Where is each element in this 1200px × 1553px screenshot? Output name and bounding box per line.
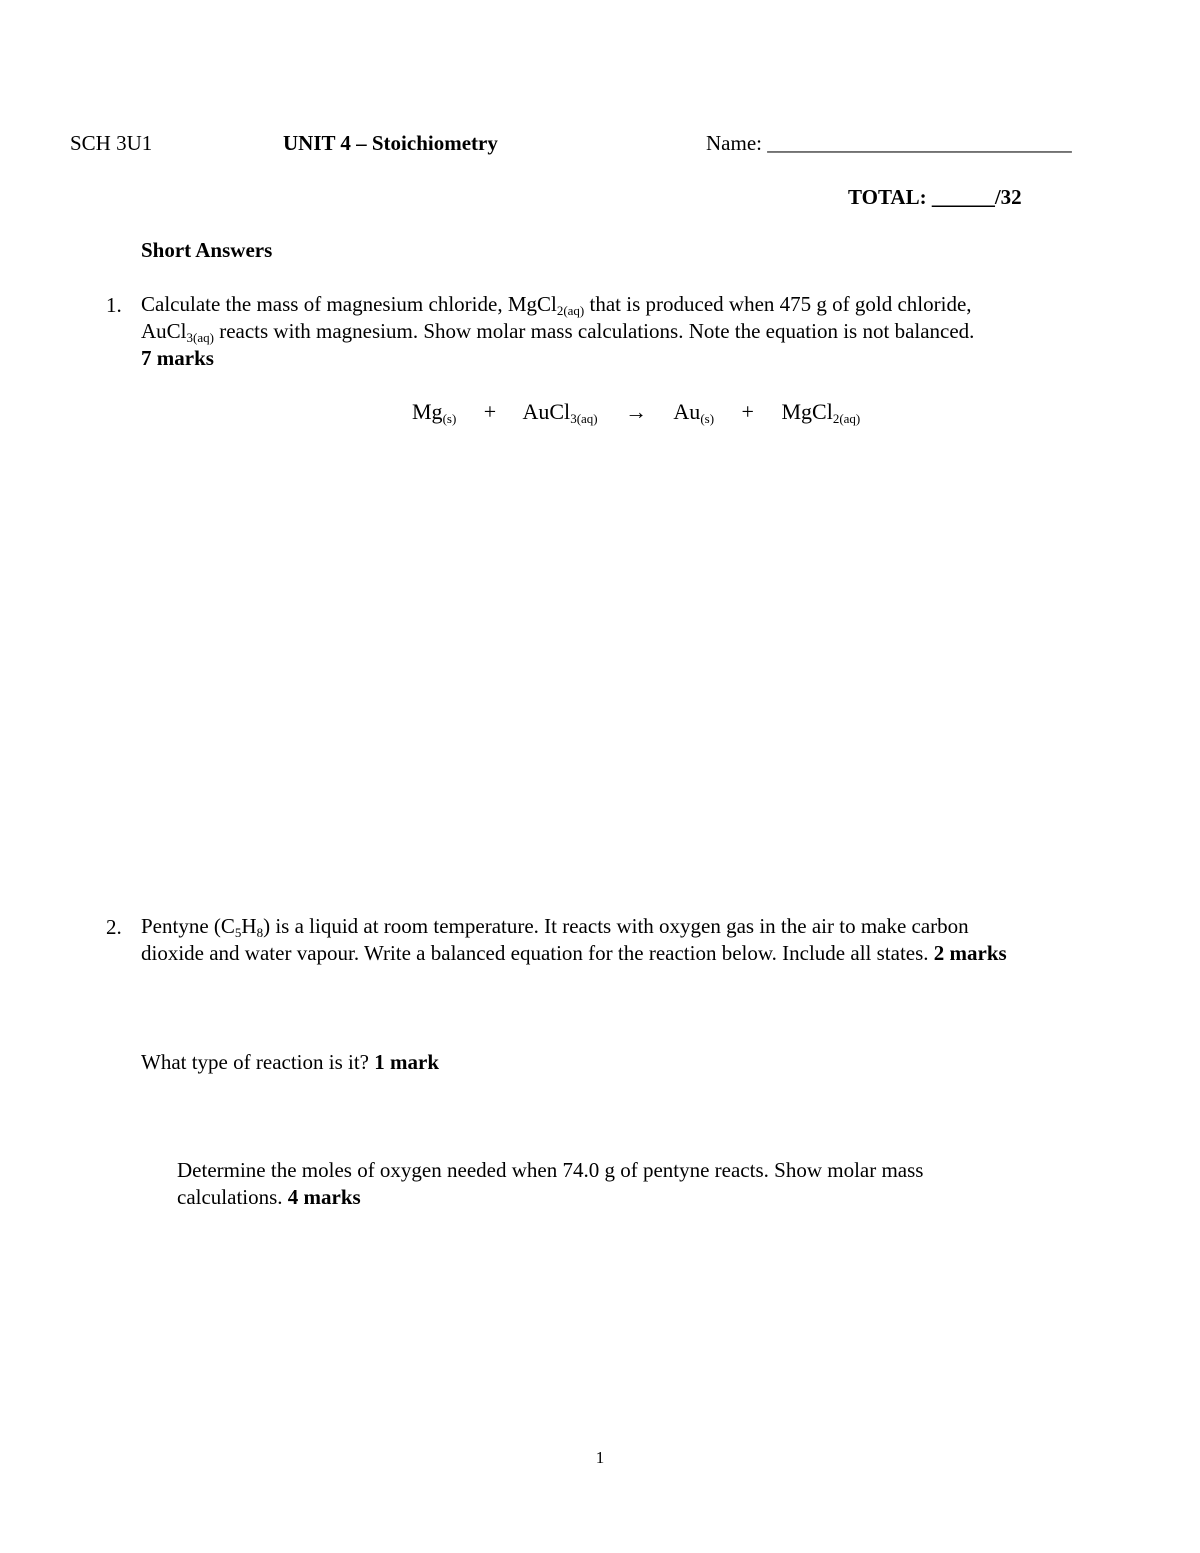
q2-text [141,913,1151,967]
q2-text-part: dioxide and water vapour. Write a balanced equation for the reaction below. Include all states. [141,941,934,965]
q1-text-part: Calculate the mass of magnesium chloride, MgCl [141,292,557,316]
q1-text-part: AuCl [141,319,187,343]
name-label: Name: [706,131,762,155]
q2-text-part: ) is a liquid at room temperature. It reacts with oxygen gas in the air to make carbon [263,914,969,938]
q1-text [141,291,1141,372]
q2-part-b-marks: 1 mark [374,1050,439,1074]
q2-marks: 2 marks [933,941,1007,965]
total-label: TOTAL: [848,185,927,209]
q2-part-c [177,1157,1077,1211]
q1-subscript: 3(aq) [186,330,214,345]
chemical-equation [412,399,860,425]
unit-title: UNIT 4 – Stoichiometry [283,131,498,155]
page-number: 1 [595,1448,605,1467]
q2-text-part: Pentyne (C [141,914,235,938]
name-blank[interactable]: _____________________________ [767,131,1072,155]
reactant-aucl3-state: 3(aq) [570,411,598,426]
q2-part-c-text: calculations. [177,1185,288,1209]
reactant-mg: Mg [412,399,443,424]
q2-part-b-text: What type of reaction is it? [141,1050,375,1074]
plus-sign: + [483,399,497,424]
q2-part-c-text: Determine the moles of oxygen needed when 74.0 g of pentyne reacts. Show molar mass [177,1158,924,1182]
total-score [848,184,1022,210]
reactant-aucl3: AuCl [522,399,571,424]
q2-part-b [141,1049,439,1075]
q1-marks: 7 marks [141,346,214,370]
q1-text-part: reacts with magnesium. Show molar mass calculations. Note the equation is not balanced. [213,319,975,343]
total-max: /32 [994,185,1022,209]
total-blank[interactable]: ______ [931,185,995,209]
product-au: Au [673,399,701,424]
reaction-arrow: → [625,399,648,424]
q1-subscript: 2(aq) [556,303,585,318]
q2-subscript: 5 [234,925,242,940]
q2-number: 2. [106,915,122,939]
q2-text-part: H [241,914,257,938]
q1-number: 1. [106,293,122,317]
product-mgcl2: MgCl [781,399,833,424]
q2-part-c-marks: 4 marks [287,1185,361,1209]
plus-sign: + [741,399,754,424]
q2-subscript: 8 [256,925,264,940]
course-code: SCH 3U1 [70,131,153,155]
product-mgcl2-state: 2(aq) [832,411,861,426]
reactant-mg-state: (s) [442,411,457,426]
name-field[interactable] [706,130,1072,156]
section-title: Short Answers [141,238,273,262]
q1-text-part: that is produced when 475 g of gold chloride, [584,292,972,316]
product-au-state: (s) [700,411,715,426]
